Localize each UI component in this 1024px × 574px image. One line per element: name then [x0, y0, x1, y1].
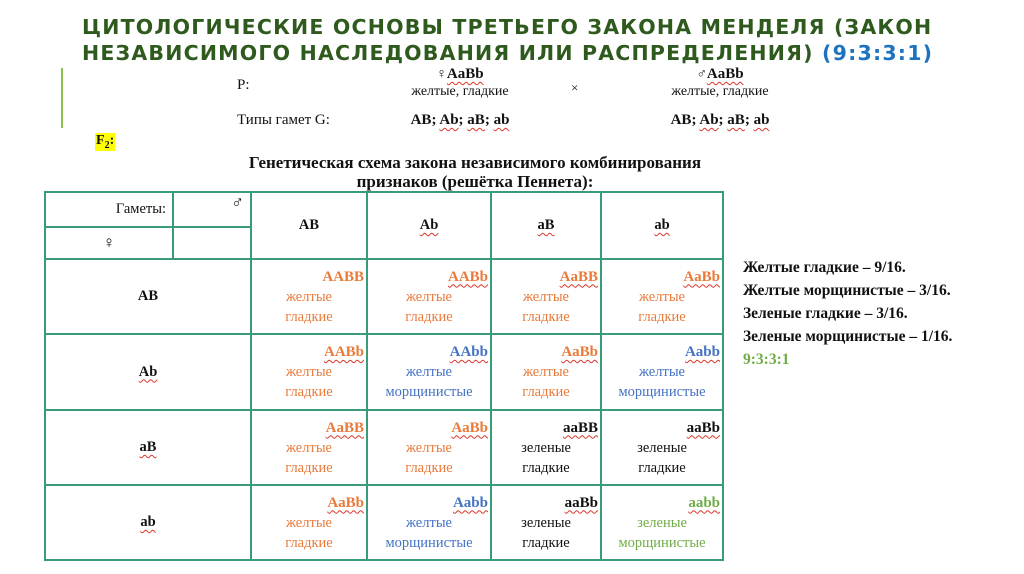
- male-gametes: AB; Ab; aB; ab: [670, 112, 770, 128]
- female-symbol-icon: ♀: [45, 227, 173, 259]
- male-parent: [645, 66, 795, 100]
- table-row: [45, 410, 723, 485]
- row-header: aB: [45, 410, 251, 485]
- genotype-cell: aaBb зеленые гладкие: [491, 485, 601, 560]
- f2-colon: :: [109, 133, 115, 148]
- parents-label: P:: [237, 77, 250, 93]
- genotype-cell: Aabb желтые морщинистые: [367, 485, 491, 560]
- summary-line: Желтые морщинистые – 3/16.: [743, 282, 951, 299]
- genotype-cell: AaBB желтые гладкие: [491, 259, 601, 334]
- f2-label: [95, 133, 115, 151]
- gamete: ab: [753, 112, 770, 128]
- cross-symbol: ×: [571, 80, 579, 95]
- column-header: AB: [251, 192, 367, 259]
- genotype-cell: AaBb желтые гладкие: [601, 259, 723, 334]
- gamete: AB: [410, 112, 432, 128]
- gamete: aB: [727, 112, 745, 128]
- gamete: aB: [467, 112, 485, 128]
- row-header: ab: [45, 485, 251, 560]
- title-text: ЦИТОЛОГИЧЕСКИЕ ОСНОВЫ ТРЕТЬЕГО ЗАКОНА МЕНДЕЛЯ (ЗАКОН НЕЗАВИСИМОГО НАСЛЕДОВАНИЯ ИЛИ РАСПРЕДЕЛЕНИЯ): [82, 15, 933, 65]
- column-header: ab: [601, 192, 723, 259]
- row-header: AB: [45, 259, 251, 334]
- summary-line: Зеленые гладкие – 3/16.: [743, 305, 908, 322]
- male-symbol-icon: ♂: [173, 192, 251, 227]
- genotype-cell: AABb желтые гладкие: [367, 259, 491, 334]
- table-row: [45, 259, 723, 334]
- gamete: Ab: [439, 112, 459, 128]
- gamete: ab: [493, 112, 510, 128]
- f2-subscript: 2: [104, 139, 110, 151]
- genotype-cell: aaBb зеленые гладкие: [601, 410, 723, 485]
- empty-cell: [173, 227, 251, 259]
- gametes-header-label: Гаметы:: [45, 192, 173, 227]
- summary-line: Желтые гладкие – 9/16.: [743, 259, 906, 276]
- genotype-cell: aabb зеленые морщинистые: [601, 485, 723, 560]
- title-ratio: (9:3:3:1): [822, 41, 934, 65]
- gamete: AB: [670, 112, 692, 128]
- female-genotype: AaBb: [446, 66, 484, 82]
- genotype-cell: AAbb желтые морщинистые: [367, 334, 491, 410]
- gamete: Ab: [699, 112, 719, 128]
- phenotype-summary: [743, 256, 952, 371]
- genotype-cell: AaBB желтые гладкие: [251, 410, 367, 485]
- genotype-cell: Aabb желтые морщинистые: [601, 334, 723, 410]
- male-genotype: AaBb: [706, 66, 744, 82]
- female-parent: [385, 66, 535, 100]
- summary-ratio: 9:3:3:1: [743, 351, 790, 368]
- female-gametes: AB; Ab; aB; ab: [410, 112, 510, 128]
- slide-title: [82, 14, 982, 66]
- f2-letter: F: [96, 133, 105, 148]
- accent-bar: [61, 68, 63, 128]
- female-symbol-icon: ♀: [436, 67, 447, 82]
- table-row: [45, 485, 723, 560]
- male-symbol-icon: ♂: [696, 67, 707, 82]
- column-header: aB: [491, 192, 601, 259]
- female-phenotype: желтые, гладкие: [411, 84, 509, 99]
- table-row: [45, 334, 723, 410]
- gametes-label: Типы гамет G:: [237, 112, 330, 128]
- genotype-cell: AABB желтые гладкие: [251, 259, 367, 334]
- summary-line: Зеленые морщинистые – 1/16.: [743, 328, 953, 345]
- genotype-cell: AaBb желтые гладкие: [491, 334, 601, 410]
- scheme-title: [200, 153, 750, 191]
- scheme-title-line1: Генетическая схема закона независимого комбинирования: [248, 153, 702, 172]
- genotype-cell: AaBb желтые гладкие: [251, 485, 367, 560]
- row-header: Ab: [45, 334, 251, 410]
- scheme-title-line2: признаков (решётка Пеннета):: [356, 172, 594, 191]
- genotype-cell: AABb желтые гладкие: [251, 334, 367, 410]
- genotype-cell: aaBB зеленые гладкие: [491, 410, 601, 485]
- genotype-cell: AaBb желтые гладкие: [367, 410, 491, 485]
- punnett-square: [44, 191, 724, 561]
- column-header: Ab: [367, 192, 491, 259]
- male-phenotype: желтые, гладкие: [671, 84, 769, 99]
